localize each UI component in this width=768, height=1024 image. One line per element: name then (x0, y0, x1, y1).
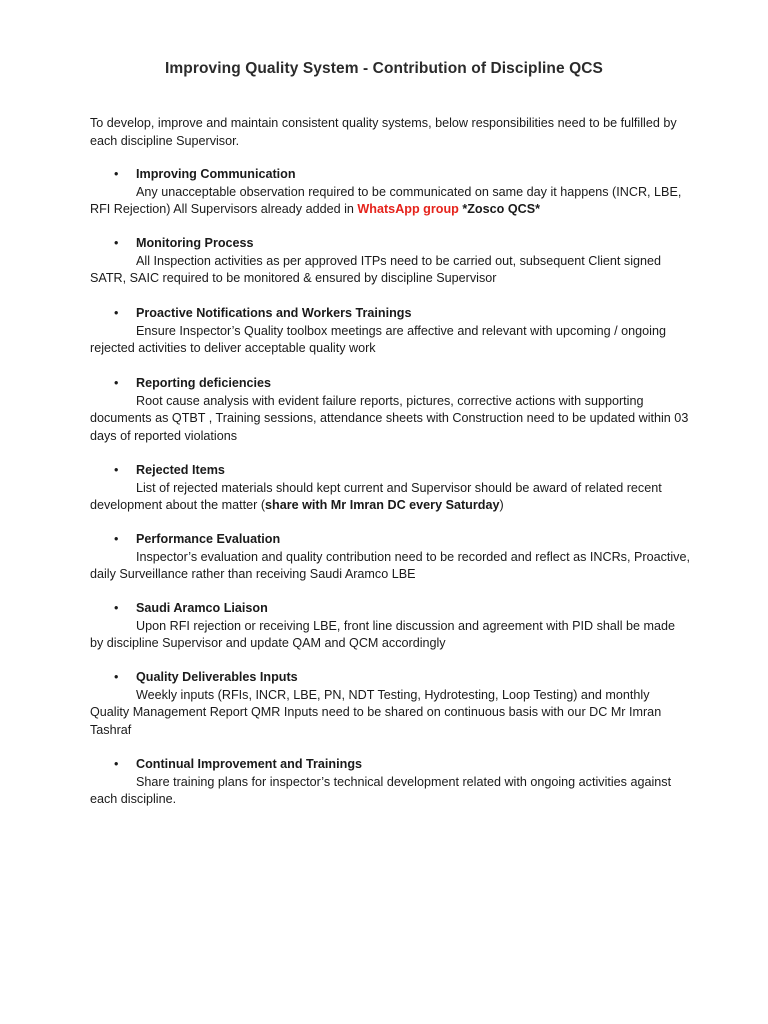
section-heading: Reporting deficiencies (136, 376, 272, 390)
section-rejected-items (90, 462, 690, 515)
bullet-icon: • (114, 306, 119, 320)
document-title: Improving Quality System - Contribution of Discipline QCS (164, 60, 603, 77)
saturday-note: share with Mr Imran DC every Saturday (265, 498, 500, 513)
section-body: Root cause analysis with evident failure reports, pictures, corrective actions with supporting documents as QTBT , Training sessions, attendance sheets with Construction need to be updated within 03 days of reported violations (90, 393, 689, 443)
section-saudi-aramco-liaison (90, 600, 690, 653)
section-heading: Proactive Notifications and Workers Trainings (136, 306, 412, 320)
bullet-icon: • (114, 376, 119, 390)
section-heading: Performance Evaluation (136, 532, 281, 546)
section-heading: Continual Improvement and Trainings (136, 757, 363, 771)
section-heading: Improving Communication (136, 167, 296, 181)
section-heading: Monitoring Process (136, 236, 254, 250)
whatsapp-group-highlight: WhatsApp group (357, 202, 459, 217)
bullet-icon: • (114, 236, 119, 250)
section-quality-deliverables (90, 669, 690, 739)
section-body: Inspector’s evaluation and quality contribution need to be recorded and reflect as INCRs, Proactive, daily Surveillance rather than receiving Saudi Aramco LBE (90, 549, 690, 582)
section-heading: Rejected Items (136, 463, 225, 477)
section-monitoring-process (90, 235, 690, 288)
section-heading: Quality Deliverables Inputs (136, 670, 298, 684)
bullet-icon: • (114, 757, 119, 771)
section-body: Weekly inputs (RFIs, INCR, LBE, PN, NDT Testing, Hydrotesting, Loop Testing) and monthly Quality Management Report QMR Inputs need to be shared on continuous basis with our DC Mr Imran Tashraf (90, 687, 662, 737)
bullet-icon: • (114, 601, 119, 615)
section-continual-improvement (90, 756, 690, 809)
section-body: Share training plans for inspector’s technical development related with ongoing activities against each discipline. (90, 774, 672, 807)
section-heading: Saudi Aramco Liaison (136, 601, 268, 615)
bullet-icon: • (114, 670, 119, 684)
bullet-icon: • (114, 532, 119, 546)
section-body: Upon RFI rejection or receiving LBE, front line discussion and agreement with PID shall be made by discipline Supervisor and update QAM and QCM accordingly (90, 618, 676, 651)
section-body: All Inspection activities as per approved ITPs need to be carried out, subsequent Client signed SATR, SAIC required to be monitored & ensured by discipline Supervisor (90, 253, 662, 286)
section-proactive-notifications (90, 305, 690, 358)
section-reporting-deficiencies (90, 375, 690, 445)
section-improving-communication (90, 166, 690, 219)
section-performance-evaluation (90, 531, 690, 584)
section-body: Ensure Inspector’s Quality toolbox meetings are affective and relevant with upcoming / ongoing rejected activities to deliver acceptable quality work (90, 323, 666, 356)
intro-paragraph: To develop, improve and maintain consistent quality systems, below responsibilities need to be fulfilled by each discipline Supervisor. (90, 116, 677, 148)
section-body: Any unacceptable observation required to be communicated on same day it happens (INCR, LBE, RFI Rejection) All Supervisors already added in WhatsApp group *Zosco QCS* (90, 184, 682, 217)
section-body: List of rejected materials should kept current and Supervisor should be award of related recent development about the matter (share with Mr Imran DC every Saturday) (90, 480, 662, 513)
bullet-icon: • (114, 167, 119, 181)
bullet-icon: • (114, 463, 119, 477)
